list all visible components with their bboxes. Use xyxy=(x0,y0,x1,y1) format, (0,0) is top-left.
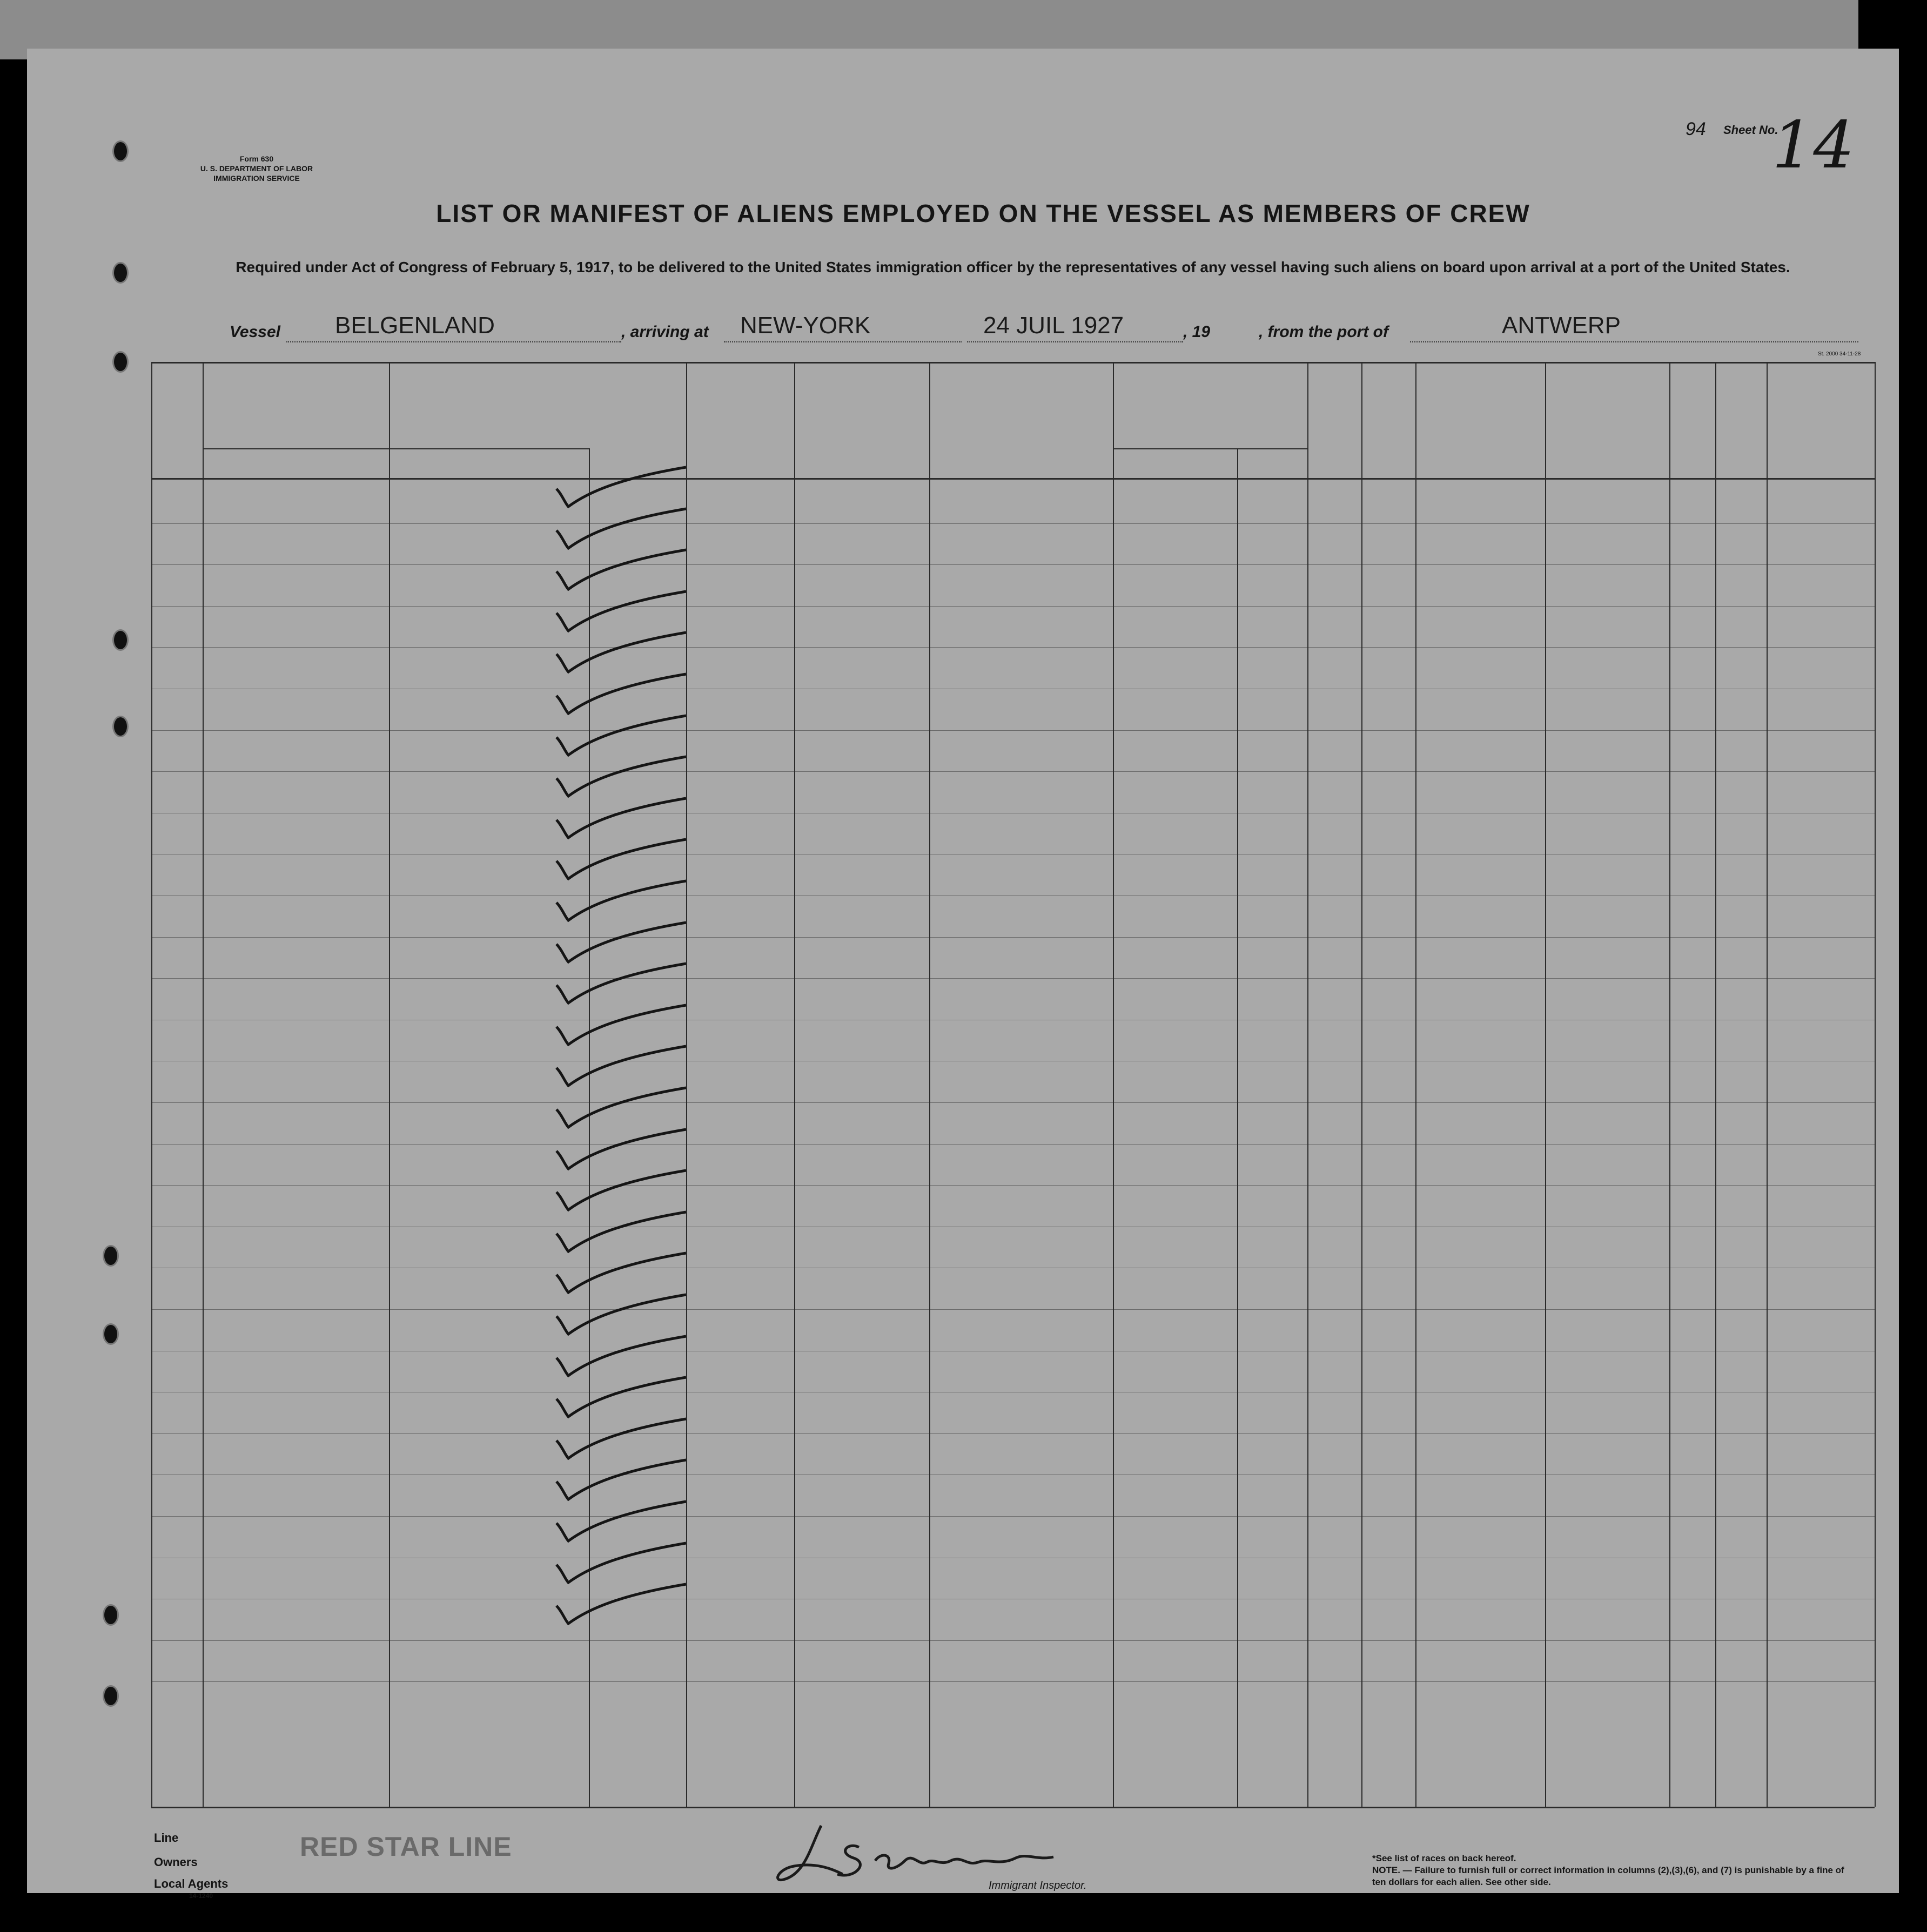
from-port-label: , from the port of xyxy=(1259,323,1388,341)
punch-hole xyxy=(112,262,129,284)
header-bottom-rule xyxy=(151,478,1875,480)
department: U. S. DEPARTMENT OF LABOR xyxy=(200,164,313,173)
column-rule xyxy=(1715,362,1716,1807)
column-rule xyxy=(1767,362,1768,1807)
row-rule xyxy=(151,1433,1875,1434)
arrival-date: 24 JUIL 1927 xyxy=(983,312,1124,339)
service: IMMIGRATION SERVICE xyxy=(213,174,300,183)
line-label: Line xyxy=(154,1831,179,1845)
row-rule xyxy=(151,564,1875,565)
row-rule xyxy=(151,606,1875,607)
row-rule xyxy=(151,1309,1875,1310)
sheet-number: 14 xyxy=(1772,108,1855,183)
column-rule xyxy=(929,362,930,1807)
sheet-label: Sheet No. xyxy=(1723,123,1778,137)
year-label: , 19 xyxy=(1183,323,1211,341)
table-bottom-rule xyxy=(151,1807,1875,1808)
column-rule xyxy=(1669,362,1670,1807)
punch-hole xyxy=(112,629,129,651)
column-rule xyxy=(1415,362,1416,1807)
form-identification xyxy=(143,154,370,183)
column-rule xyxy=(389,362,390,1807)
table-top-rule xyxy=(151,362,1875,363)
inspector-label: Immigrant Inspector. xyxy=(989,1880,1087,1891)
form-number: Form 630 xyxy=(239,154,274,163)
local-agents-label: Local Agents xyxy=(154,1877,229,1890)
punch-hole xyxy=(103,1685,119,1707)
from-port: ANTWERP xyxy=(1502,312,1621,339)
column-rule xyxy=(794,362,795,1807)
column-rule xyxy=(1361,362,1362,1807)
page-subtitle: Required under Act of Congress of February 5, 1917, to be delivered to the United States immigration officer by the representatives of any vessel having such aliens on board upon arrival at a port of the United States. xyxy=(236,259,1790,275)
owners-label: Owners xyxy=(154,1855,198,1869)
row-rule xyxy=(151,937,1875,938)
row-rule xyxy=(151,647,1875,648)
punch-hole xyxy=(103,1323,119,1345)
note-races: *See list of races on back hereof. xyxy=(1372,1853,1516,1863)
row-rule xyxy=(151,523,1875,524)
column-rule xyxy=(1545,362,1546,1807)
column-rule xyxy=(1113,362,1114,1807)
row-rule xyxy=(151,1516,1875,1517)
column-rule xyxy=(1307,362,1308,1807)
punch-hole xyxy=(112,140,129,162)
page-title: LIST OR MANIFEST OF ALIENS EMPLOYED ON THE VESSEL AS MEMBERS OF CREW xyxy=(436,199,1530,227)
row-rule xyxy=(151,1102,1875,1103)
row-rule xyxy=(151,730,1875,731)
vessel-name: BELGENLAND xyxy=(335,312,495,339)
column-rule xyxy=(1875,362,1876,1807)
footer-note xyxy=(1372,1853,1858,1888)
row-rule xyxy=(151,1681,1875,1682)
form-code: 14-1240 xyxy=(189,1892,213,1900)
vessel-label: Vessel xyxy=(230,323,280,341)
row-rule xyxy=(151,1640,1875,1641)
row-rule xyxy=(151,1144,1875,1145)
column-rule xyxy=(1237,448,1238,1807)
row-rule xyxy=(151,978,1875,979)
sheet-prefix: 94 xyxy=(1686,119,1706,139)
check-mark xyxy=(551,1581,691,1630)
punch-hole xyxy=(112,351,129,373)
row-rule xyxy=(151,1185,1875,1186)
column-rule xyxy=(203,362,204,1807)
note-penalty: NOTE. — Failure to furnish full or correct information in columns (2),(3),(6), and (7) is punishable by a fine of ten dollars for each alien. See other side. xyxy=(1372,1865,1844,1887)
row-rule xyxy=(151,771,1875,772)
punch-hole xyxy=(103,1604,119,1626)
punch-hole xyxy=(112,716,129,737)
punch-hole xyxy=(103,1245,119,1267)
column-rule xyxy=(151,362,152,1807)
shipped-subrule xyxy=(1113,448,1307,449)
vessel-row xyxy=(27,312,1899,345)
manifest-sheet xyxy=(27,49,1899,1900)
print-code: St. 2000 34-11-28 xyxy=(1818,351,1861,357)
arriving-port: NEW-YORK xyxy=(740,312,871,339)
arriving-label: , arriving at xyxy=(621,323,709,341)
name-subrule xyxy=(203,448,589,449)
line-stamp: RED STAR LINE xyxy=(300,1832,512,1862)
